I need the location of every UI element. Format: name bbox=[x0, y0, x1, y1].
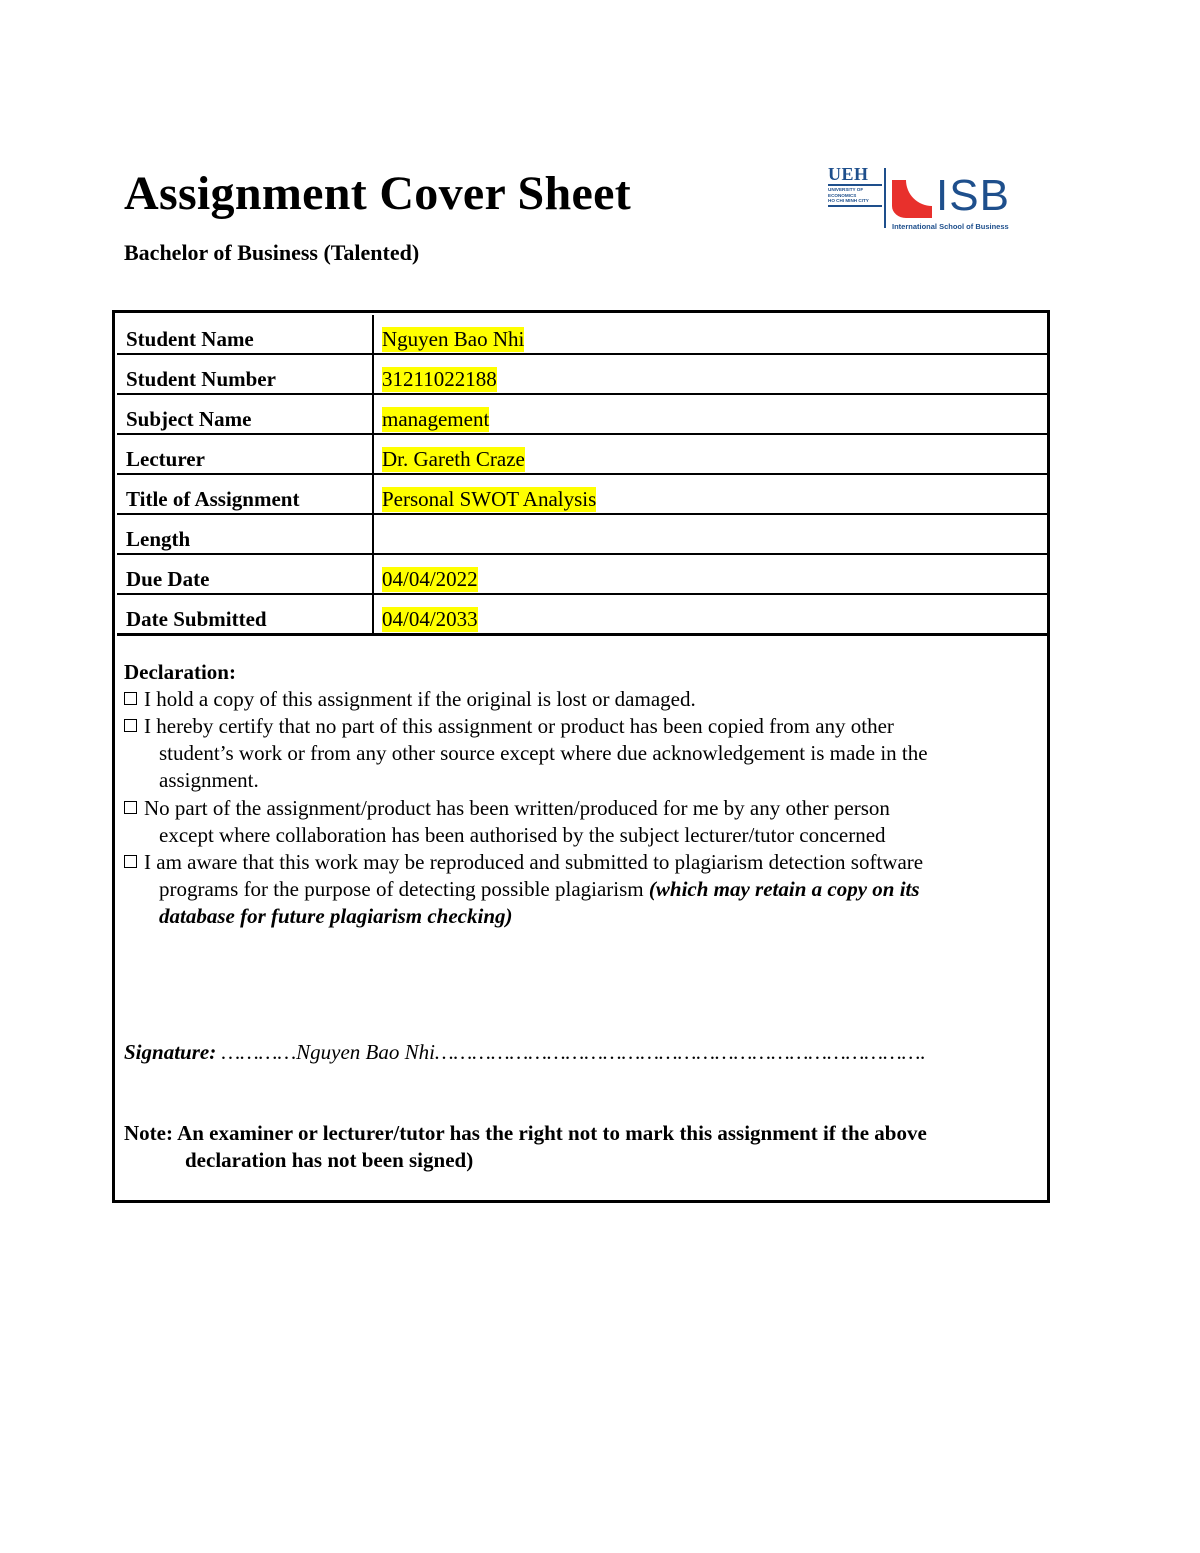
field-row-title-of-assignment bbox=[117, 475, 1047, 515]
ueh-logo bbox=[828, 166, 882, 208]
field-label: Subject Name bbox=[126, 407, 252, 431]
field-value-lecturer[interactable]: Dr. Gareth Craze bbox=[382, 447, 525, 471]
field-row-date-submitted bbox=[117, 595, 1047, 636]
field-value-title-of-assignment[interactable]: Personal SWOT Analysis bbox=[382, 487, 597, 511]
field-label: Due Date bbox=[126, 567, 210, 591]
field-row-length bbox=[117, 515, 1047, 555]
checkbox-icon[interactable] bbox=[124, 855, 137, 868]
field-value-subject-name[interactable]: management bbox=[382, 407, 490, 431]
field-label: Lecturer bbox=[126, 447, 205, 471]
ueh-logo-text: UEH bbox=[828, 164, 869, 184]
signature-label: Signature: bbox=[124, 1040, 217, 1064]
field-row-student-number bbox=[117, 355, 1047, 395]
logo-divider bbox=[884, 168, 886, 228]
field-row-subject-name bbox=[117, 395, 1047, 435]
ueh-logo-line2: ECONOMICS bbox=[828, 192, 857, 198]
note: Note: An examiner or lecturer/tutor has the right not to mark this assignment if the above declaration has not been signed) bbox=[124, 1121, 927, 1172]
ueh-logo-line3: HO CHI MINH CITY bbox=[828, 198, 869, 204]
declaration-item: No part of the assignment/product has been written/produced for me by any other person except where collaboration has been authorised by the subject lecturer/tutor concerned bbox=[124, 795, 1034, 849]
field-value-student-name[interactable]: Nguyen Bao Nhi bbox=[382, 327, 525, 351]
field-value-due-date[interactable]: 04/04/2022 bbox=[382, 567, 478, 591]
ueh-logo-line1: UNIVERSITY OF bbox=[828, 187, 864, 192]
declaration-item: I am aware that this work may be reproduced and submitted to plagiarism detection software programs for the purpose of detecting possible plagiarism (which may retain a copy on its database for future plagiarism checking) bbox=[124, 849, 1034, 930]
field-label: Date Submitted bbox=[126, 607, 267, 631]
checkbox-icon[interactable] bbox=[124, 719, 137, 732]
signature-value[interactable]: …………Nguyen Bao Nhi……………………………………………………………………. bbox=[221, 1040, 926, 1064]
field-row-student-name bbox=[117, 315, 1047, 355]
field-label: Student Name bbox=[126, 327, 254, 351]
field-value-date-submitted[interactable]: 04/04/2033 bbox=[382, 607, 478, 631]
field-label: Length bbox=[126, 527, 191, 551]
declaration-item: I hold a copy of this assignment if the original is lost or damaged. bbox=[124, 686, 1034, 713]
field-row-lecturer bbox=[117, 435, 1047, 475]
isb-logo-text: ISB bbox=[936, 171, 1010, 220]
field-label: Title of Assignment bbox=[126, 487, 300, 511]
checkbox-icon[interactable] bbox=[124, 801, 137, 814]
program-subtitle: Bachelor of Business (Talented) bbox=[124, 240, 420, 265]
isb-logo-subtitle: International School of Business bbox=[892, 222, 1009, 231]
ueh-isb-logo bbox=[828, 166, 1032, 234]
signature-line bbox=[124, 1040, 926, 1065]
isb-mark-icon bbox=[892, 180, 932, 218]
field-label: Student Number bbox=[126, 367, 276, 391]
field-row-due-date bbox=[117, 555, 1047, 595]
declaration-heading: Declaration: bbox=[124, 660, 236, 684]
page-title: Assignment Cover Sheet bbox=[124, 167, 632, 220]
field-value-student-number[interactable]: 31211022188 bbox=[382, 367, 497, 391]
checkbox-icon[interactable] bbox=[124, 692, 137, 705]
declaration-item: I hereby certify that no part of this assignment or product has been copied from any other student’s work or from any other source except where due acknowledgement is made in the assignment. bbox=[124, 713, 1034, 794]
